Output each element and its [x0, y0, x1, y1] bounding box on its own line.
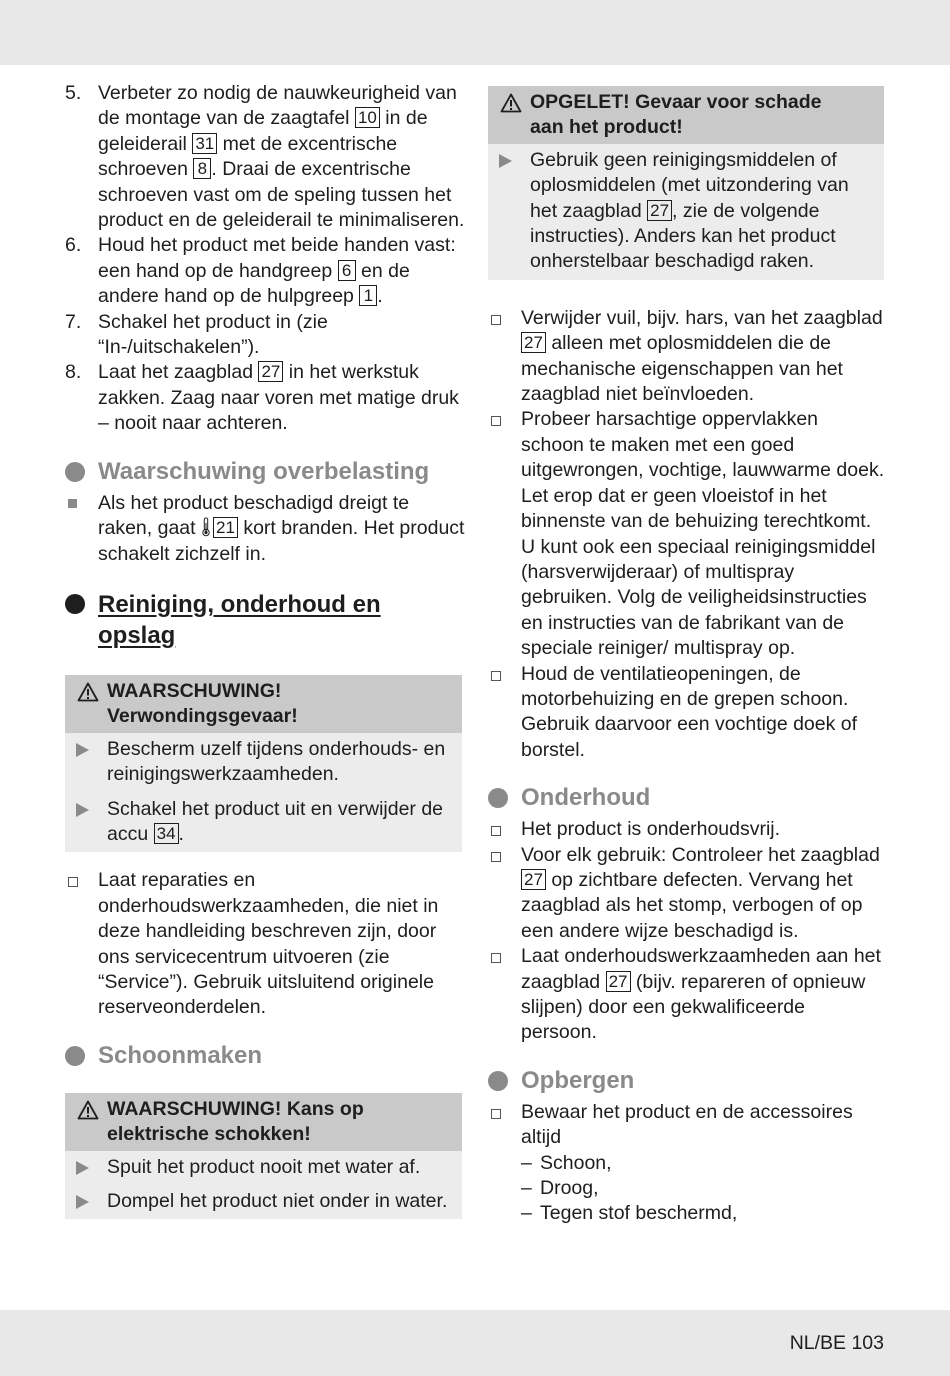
list-item: Verwijder vuil, bijv. hars, van het zaagblad 27 alleen met oplosmiddelen die de mechanische eigenschappen van het zaagblad niet beïnvloeden.	[488, 306, 886, 408]
list-item: Voor elk gebruik: Controleer het zaagblad 27 op zichtbare defecten. Vervang het zaagblad als het stomp, verbogen of op een andere wijze beschadigd is.	[488, 843, 886, 945]
bullet-dot-icon	[488, 788, 508, 808]
repairs-item: Laat reparaties en onderhoudswerkzaamheden, die niet in deze handleiding beschreven zijn, door ons servicecentrum uitvoeren (zie “Service”). Gebruik uitsluitend originele reserveonderdelen.	[65, 868, 465, 1020]
warning-box-injury	[65, 675, 462, 852]
cleaning-list	[488, 306, 886, 763]
storage-item: Bewaar het product en de accessoires altijd – Schoon, – Droog, – Tegen stof beschermd,	[488, 1100, 886, 1227]
page-number: NL/BE 103	[789, 1332, 884, 1354]
checkbox-icon	[491, 852, 501, 862]
warning-triangle-icon	[77, 682, 99, 702]
warning-item: Gebruik geen reinigingsmiddelen of oplosmiddelen (met uitzondering van het zaagblad 27 , zie de volgende instructies). Anders kan het product onherstelbaar beschadigd raken.	[530, 148, 874, 277]
list-item: – Tegen stof beschermd,	[521, 1202, 738, 1225]
checkbox-icon	[491, 416, 501, 426]
bullet-dot-icon	[65, 594, 85, 614]
list-item: Probeer harsachtige oppervlakken schoon te maken met een goed uitgewrongen, vochtige, lauwwarme doek. Let erop dat er geen vloeistof in het binnenste van de behuizing terechtkomt. U kunt ook een speciaal reinigingsmiddel (harsverwijderaar) of multispray gebruiken. Volg de veiligheidsinstructies en instructies van de fabrikant van de speciale reiniger/ multispray op.	[488, 407, 886, 661]
list-item: Laat onderhoudswerkzaamheden aan het zaagblad 27 (bijv. repareren of opnieuw slijpen) door een gekwalificeerde persoon.	[488, 944, 886, 1046]
arrow-right-icon	[76, 1161, 89, 1175]
ref-number: 27	[606, 971, 631, 992]
checkbox-icon	[491, 315, 501, 325]
left-column	[65, 81, 465, 1219]
bullet-dot-icon	[488, 1071, 508, 1091]
step-6: 6. Houd het product met beide handen vast: een hand op de handgreep 6 en de andere hand op de hulpgreep 1 .	[65, 234, 456, 308]
arrow-right-icon	[76, 743, 89, 757]
arrow-right-icon	[76, 803, 89, 817]
header-bar	[0, 0, 950, 65]
storage-heading: Opbergen	[488, 1066, 886, 1096]
thermometer-icon	[201, 517, 211, 537]
ref-number: 34	[154, 823, 179, 844]
ref-number: 1	[359, 285, 377, 306]
arrow-right-icon	[76, 1195, 89, 1209]
ref-number: 27	[647, 200, 672, 221]
checkbox-icon	[491, 826, 501, 836]
arrow-right-icon	[499, 154, 512, 168]
cleaning-heading: Schoonmaken	[65, 1041, 465, 1071]
ref-number: 8	[193, 158, 211, 179]
list-item: – Schoon,	[521, 1151, 612, 1174]
warning-triangle-icon	[77, 1100, 99, 1120]
caution-box	[488, 86, 884, 280]
warning-item: Spuit het product nooit met water af.	[107, 1155, 452, 1189]
bullet-square-icon	[68, 499, 77, 508]
warning-header: OPGELET! Gevaar voor schade aan het product!	[488, 86, 884, 144]
list-item: Het product is onderhoudsvrij.	[488, 817, 886, 842]
bullet-dot-icon	[65, 1046, 85, 1066]
ref-number: 31	[192, 133, 217, 154]
main-section-heading: Reiniging, onderhoud en opslag	[65, 589, 465, 651]
list-item: Houd de ventilatieopeningen, de motorbehuizing en de grepen schoon. Gebruik daarvoor een vochtige doek of borstel.	[488, 662, 886, 764]
checkbox-icon	[68, 877, 78, 887]
warning-header: WAARSCHUWING! Kans op elektrische schokken!	[65, 1093, 462, 1151]
overload-text: Als het product beschadigd dreigt te raken, gaat 21 kort branden. Het product schakelt zichzelf in.	[65, 491, 465, 567]
step-list	[65, 81, 465, 437]
step-8: 8. Laat het zaagblad 27 in het werkstuk zakken. Zaag naar voren met matige druk – nooit naar achteren.	[65, 361, 459, 435]
ref-number: 27	[258, 361, 283, 382]
warning-item: Dompel het product niet onder in water.	[107, 1189, 452, 1216]
right-column	[488, 86, 886, 1227]
checkbox-icon	[491, 671, 501, 681]
step-7: 7. Schakel het product in (zie “In-/uitschakelen”).	[65, 310, 328, 359]
ref-number: 27	[521, 869, 546, 890]
maintenance-list	[488, 817, 886, 1046]
overload-heading: Waarschuwing overbelasting	[65, 457, 465, 487]
storage-conditions	[521, 1151, 886, 1227]
ref-number: 6	[338, 260, 356, 281]
checkbox-icon	[491, 1109, 501, 1119]
ref-number: 21	[213, 517, 238, 538]
warning-triangle-icon	[500, 93, 522, 113]
bullet-dot-icon	[65, 462, 85, 482]
warning-box-shock	[65, 1093, 462, 1220]
step-5: 5. Verbeter zo nodig de nauwkeurigheid van de montage van de zaagtafel 10 in de geleiderail 31 met de excentrische schroeven 8 . Draai de excentrische schroeven vast om de speling tussen het product en de geleiderail te minimaliseren.	[65, 82, 465, 232]
warning-item: Bescherm uzelf tijdens onderhouds- en reinigingswerkzaamheden.	[107, 737, 452, 797]
list-item: – Droog,	[521, 1177, 599, 1200]
warning-item: Schakel het product uit en verwijder de accu 34 .	[107, 797, 452, 850]
checkbox-icon	[491, 953, 501, 963]
maintenance-heading: Onderhoud	[488, 783, 886, 813]
ref-number: 27	[521, 332, 546, 353]
warning-header: WAARSCHUWING! Verwondingsgevaar!	[65, 675, 462, 733]
ref-number: 10	[355, 107, 380, 128]
